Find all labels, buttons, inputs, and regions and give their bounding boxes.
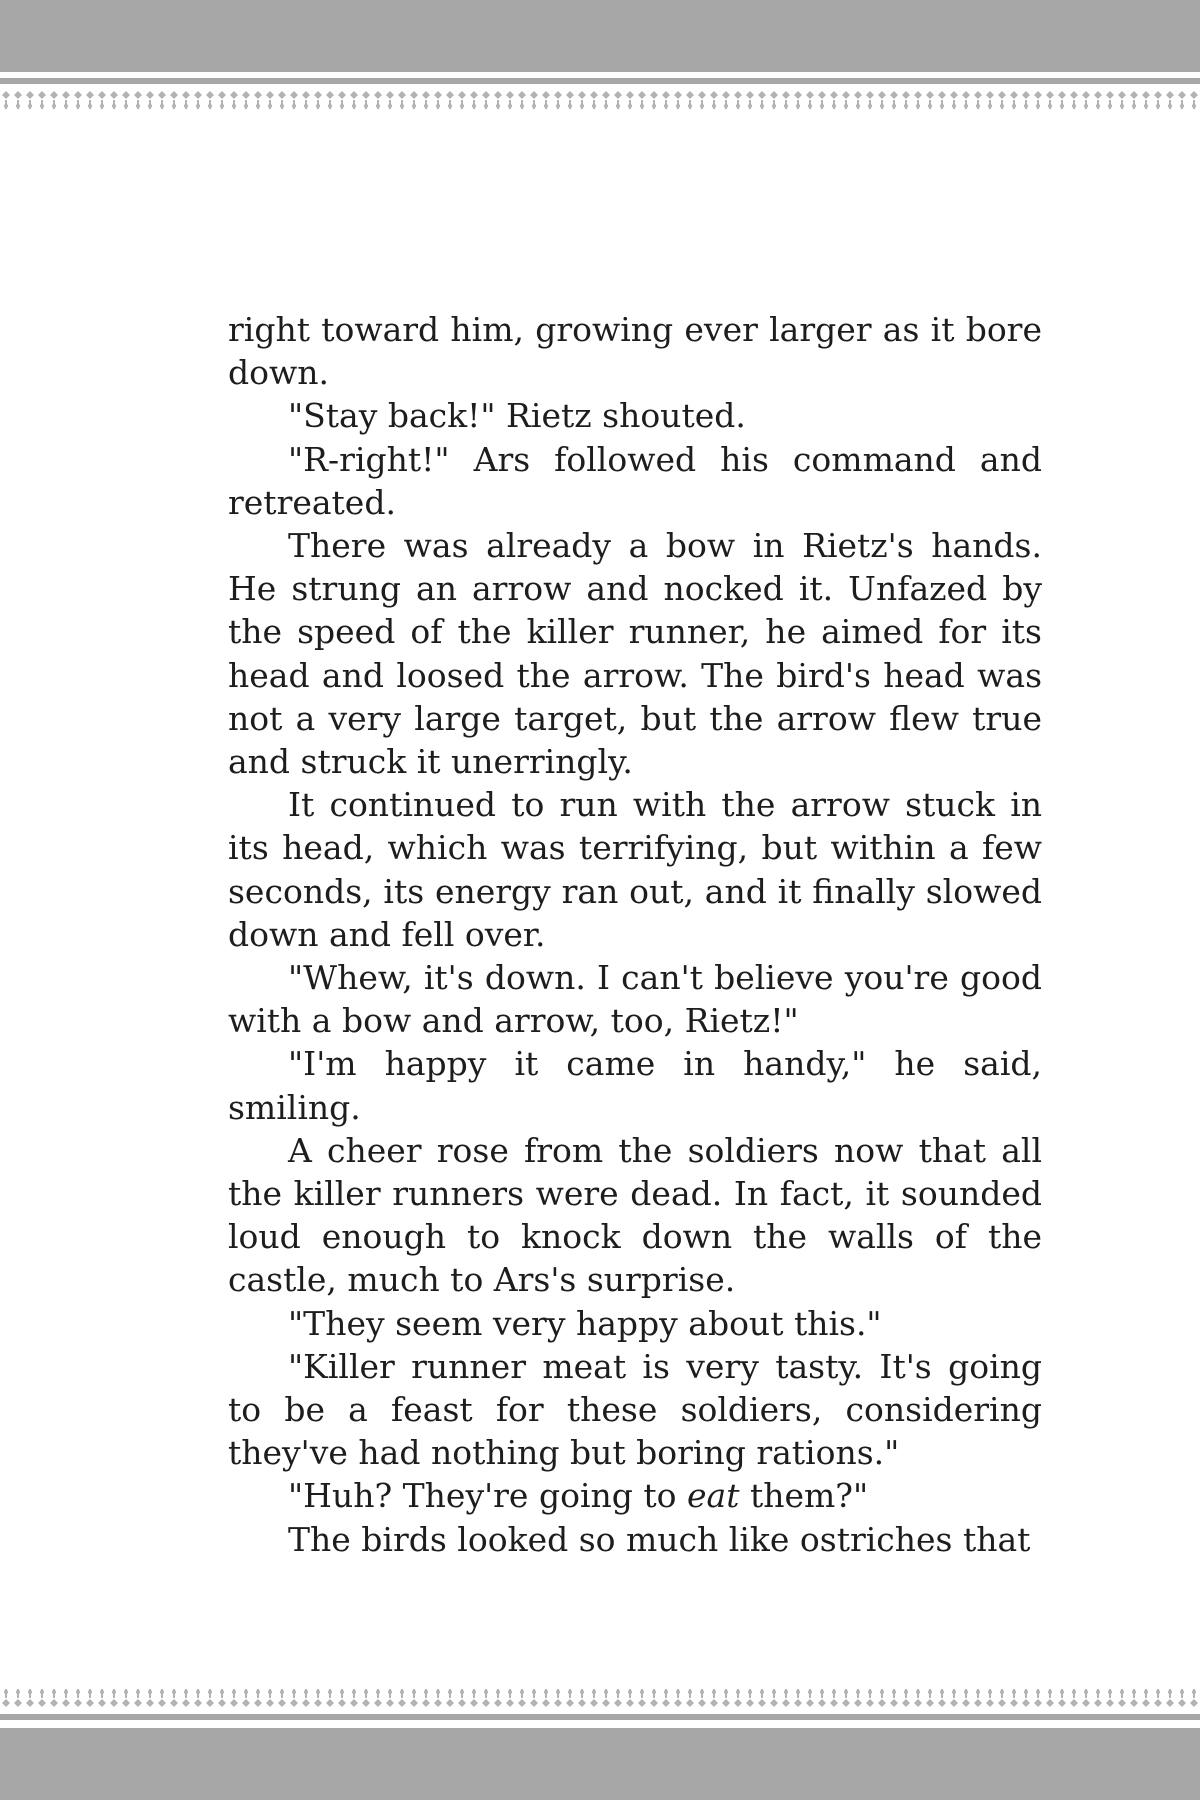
paragraph: There was already a bow in Rietz's hands. He strung an arrow and nocked it. Unfazed by the speed of the killer runner, he aimed for its head and loosed the arrow. The bird's head was not a very large target, but the arrow flew true and struck it unerringly. [228, 526, 1042, 782]
top-gray-band [0, 0, 1200, 72]
bottom-ornamental-border [0, 1688, 1200, 1708]
text-run: "Huh? They're going to [288, 1476, 687, 1516]
paragraph: "They seem very happy about this." [288, 1303, 882, 1343]
bottom-thin-rule [0, 1714, 1200, 1720]
text-run: them?" [739, 1476, 869, 1516]
paragraph: "Whew, it's down. I can't believe you're good with a bow and arrow, too, Rietz!" [228, 958, 1042, 1041]
paragraph: "Stay back!" Rietz shouted. [288, 396, 746, 436]
paragraph: It continued to run with the arrow stuck in its head, which was terrifying, but within a few seconds, its energy ran out, and it finally slowed down and fell over. [228, 785, 1042, 954]
paragraph: right toward him, growing ever larger as it bore down. [228, 310, 1042, 393]
paragraph: "Killer runner meat is very tasty. It's going to be a feast for these soldiers, considering they've had nothing but boring rations." [228, 1346, 1042, 1473]
page-text [228, 308, 1042, 1561]
paragraph: A cheer rose from the soldiers now that all the killer runners were dead. In fact, it sounded loud enough to knock down the walls of the castle, much to Ars's surprise. [228, 1130, 1042, 1300]
paragraph [228, 1474, 1042, 1517]
emphasis-word: eat [686, 1476, 740, 1516]
paragraph: "R-right!" Ars followed his command and retreated. [228, 439, 1042, 522]
bottom-gray-band [0, 1728, 1200, 1800]
top-ornamental-border [0, 90, 1200, 110]
top-thin-rule [0, 78, 1200, 84]
paragraph: "I'm happy it came in handy," he said, smiling. [228, 1044, 1042, 1127]
paragraph: The birds looked so much like ostriches that [288, 1519, 1031, 1559]
